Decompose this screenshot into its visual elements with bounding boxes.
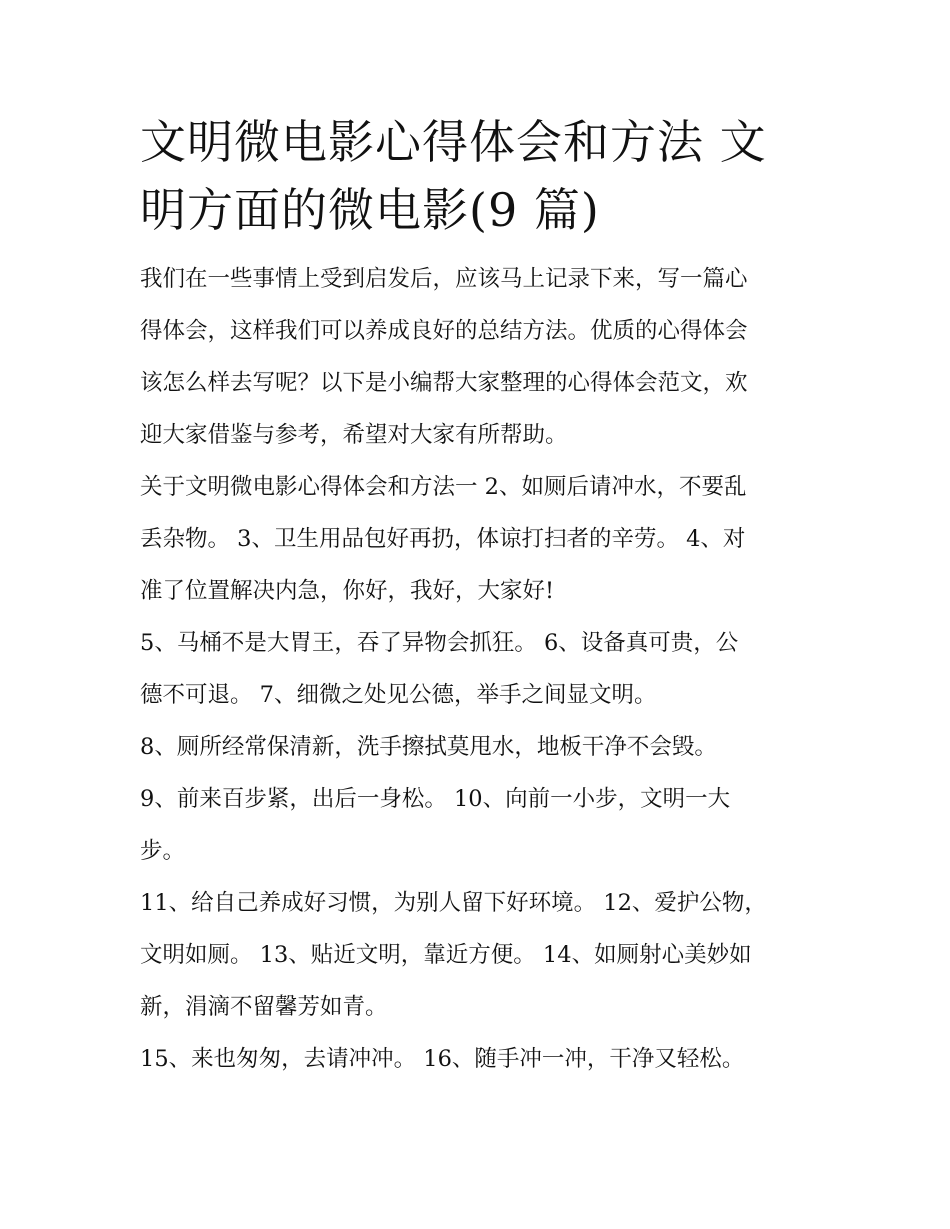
text-line: 5、马桶不是大胃王，吞了异物会抓狂。 6、设备真可贵，公 bbox=[140, 630, 739, 656]
body-paragraph bbox=[140, 617, 816, 721]
text-line: 丢杂物。 3、卫生用品包好再扔，体谅打扫者的辛劳。 4、对 bbox=[140, 526, 746, 552]
text-line: 新，涓滴不留馨芳如青。 bbox=[140, 994, 388, 1020]
text-line: 文明如厕。 13、贴近文明，靠近方便。 14、如厕射心美妙如 bbox=[140, 942, 752, 968]
text-line: 步。 bbox=[140, 838, 186, 864]
text-line: 得体会，这样我们可以养成良好的总结方法。优质的心得体会 bbox=[140, 318, 748, 344]
text-line: 迎大家借鉴与参考，希望对大家有所帮助。 bbox=[140, 422, 568, 448]
text-line: 8、厕所经常保清新，洗手擦拭莫甩水，地板干净不会毁。 bbox=[140, 734, 717, 760]
text-line: 该怎么样去写呢？以下是小编帮大家整理的心得体会范文，欢 bbox=[140, 370, 748, 396]
text-line: 15、来也匆匆，去请冲冲。 16、随手冲一冲，干净又轻松。 bbox=[140, 1046, 745, 1072]
body-paragraph bbox=[140, 721, 816, 773]
title-line: 明方面的微电影(9 篇) bbox=[140, 183, 600, 237]
body-paragraph bbox=[140, 877, 816, 1033]
text-line: 我们在一些事情上受到启发后，应该马上记录下来，写一篇心 bbox=[140, 266, 748, 292]
intro-paragraph bbox=[140, 253, 816, 461]
document-title bbox=[140, 108, 816, 244]
text-line: 关于文明微电影心得体会和方法一 2、如厕后请冲水，不要乱 bbox=[140, 474, 747, 500]
text-line: 9、前来百步紧，出后一身松。 10、向前一小步，文明一大 bbox=[140, 786, 731, 812]
text-line: 准了位置解决内急，你好，我好，大家好! bbox=[140, 578, 555, 604]
title-line: 文明微电影心得体会和方法 文 bbox=[140, 115, 767, 169]
document-body bbox=[140, 253, 816, 1085]
body-paragraph bbox=[140, 1033, 816, 1085]
text-line: 德不可退。 7、细微之处见公德，举手之间显文明。 bbox=[140, 682, 657, 708]
body-paragraph bbox=[140, 461, 816, 617]
text-line: 11、给自己养成好习惯，为别人留下好环境。 12、爱护公物， bbox=[140, 890, 767, 916]
body-paragraph bbox=[140, 773, 816, 877]
document-content bbox=[140, 108, 816, 1085]
